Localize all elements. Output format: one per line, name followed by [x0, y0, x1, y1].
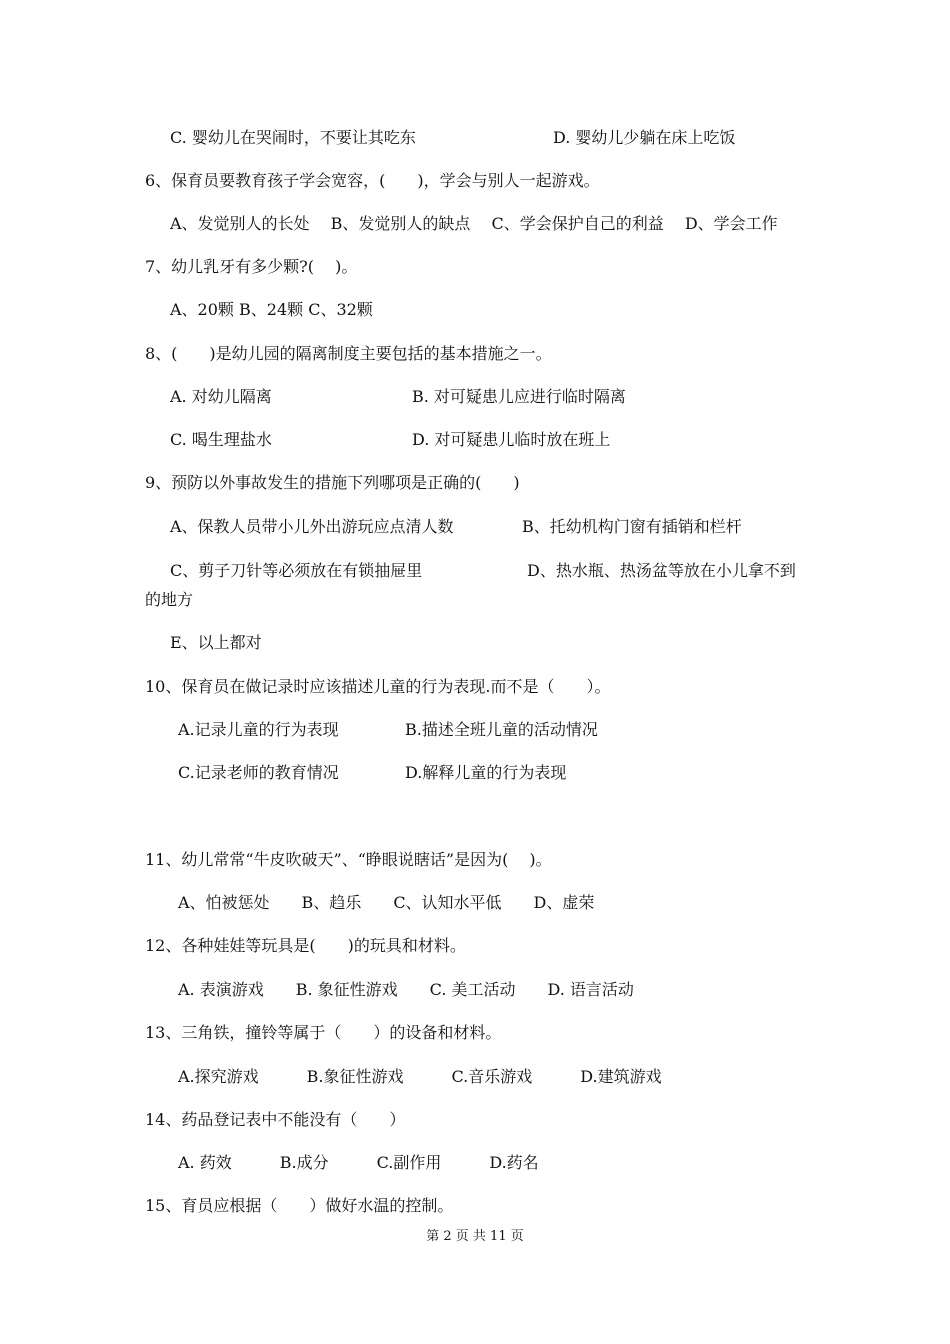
question-12: 12、各种娃娃等玩具是( )的玩具和材料。: [145, 936, 466, 955]
q10-option-a: A.记录儿童的行为表现: [178, 720, 339, 739]
q10-option-b: B.描述全班儿童的活动情况: [405, 720, 598, 739]
q5-option-c: C. 婴幼儿在哭闹时，不要让其吃东: [170, 128, 416, 147]
question-9: 9、预防以外事故发生的措施下列哪项是正确的( ): [145, 473, 520, 492]
question-15: 15、育员应根据（ ）做好水温的控制。: [145, 1196, 454, 1215]
question-8: 8、( )是幼儿园的隔离制度主要包括的基本措施之一。: [145, 344, 552, 363]
q8-option-a: A. 对幼儿隔离: [170, 387, 272, 406]
q8-option-d: D. 对可疑患儿临时放在班上: [412, 430, 611, 449]
q11-options: A、怕被惩处 B、趋乐 C、认知水平低 D、虚荣: [178, 893, 595, 912]
q5-option-d: D. 婴幼儿少躺在床上吃饭: [553, 128, 736, 147]
question-6: 6、保育员要教育孩子学会宽容，( )，学会与别人一起游戏。: [145, 171, 600, 190]
q9-option-e: E、以上都对: [170, 633, 262, 652]
q12-options: A. 表演游戏 B. 象征性游戏 C. 美工活动 D. 语言活动: [178, 980, 634, 999]
q9-option-b: B、托幼机构门窗有插销和栏杆: [522, 517, 742, 536]
q9-option-d-continued: 的地方: [145, 590, 194, 609]
q9-option-d: D、热水瓶、热汤盆等放在小儿拿不到: [527, 561, 796, 580]
q10-option-d: D.解释儿童的行为表现: [405, 763, 567, 782]
q7-options: A、20颗 B、24颗 C、32颗: [170, 300, 373, 319]
q8-option-c: C. 喝生理盐水: [170, 430, 272, 449]
q8-option-b: B. 对可疑患儿应进行临时隔离: [412, 387, 626, 406]
q6-options: A、发觉别人的长处 B、发觉别人的缺点 C、学会保护自己的利益 D、学会工作: [170, 214, 778, 233]
question-13: 13、三角铁，撞铃等属于（ ）的设备和材料。: [145, 1023, 502, 1042]
question-7: 7、幼儿乳牙有多少颗?( )。: [145, 257, 358, 276]
question-14: 14、药品登记表中不能没有（ ）: [145, 1110, 406, 1129]
q14-options: A. 药效 B.成分 C.副作用 D.药名: [178, 1153, 539, 1172]
question-11: 11、幼儿常常“牛皮吹破天”、“睁眼说瞎话”是因为( )。: [145, 850, 552, 869]
q10-option-c: C.记录老师的教育情况: [178, 763, 339, 782]
question-10: 10、保育员在做记录时应该描述儿童的行为表现.而不是（ ）。: [145, 677, 611, 696]
page-footer: 第 2 页 共 11 页: [426, 1229, 524, 1244]
q9-option-c: C、剪子刀针等必须放在有锁抽屉里: [170, 561, 423, 580]
q9-option-a: A、保教人员带小儿外出游玩应点清人数: [170, 517, 454, 536]
q13-options: A.探究游戏 B.象征性游戏 C.音乐游戏 D.建筑游戏: [178, 1067, 662, 1086]
